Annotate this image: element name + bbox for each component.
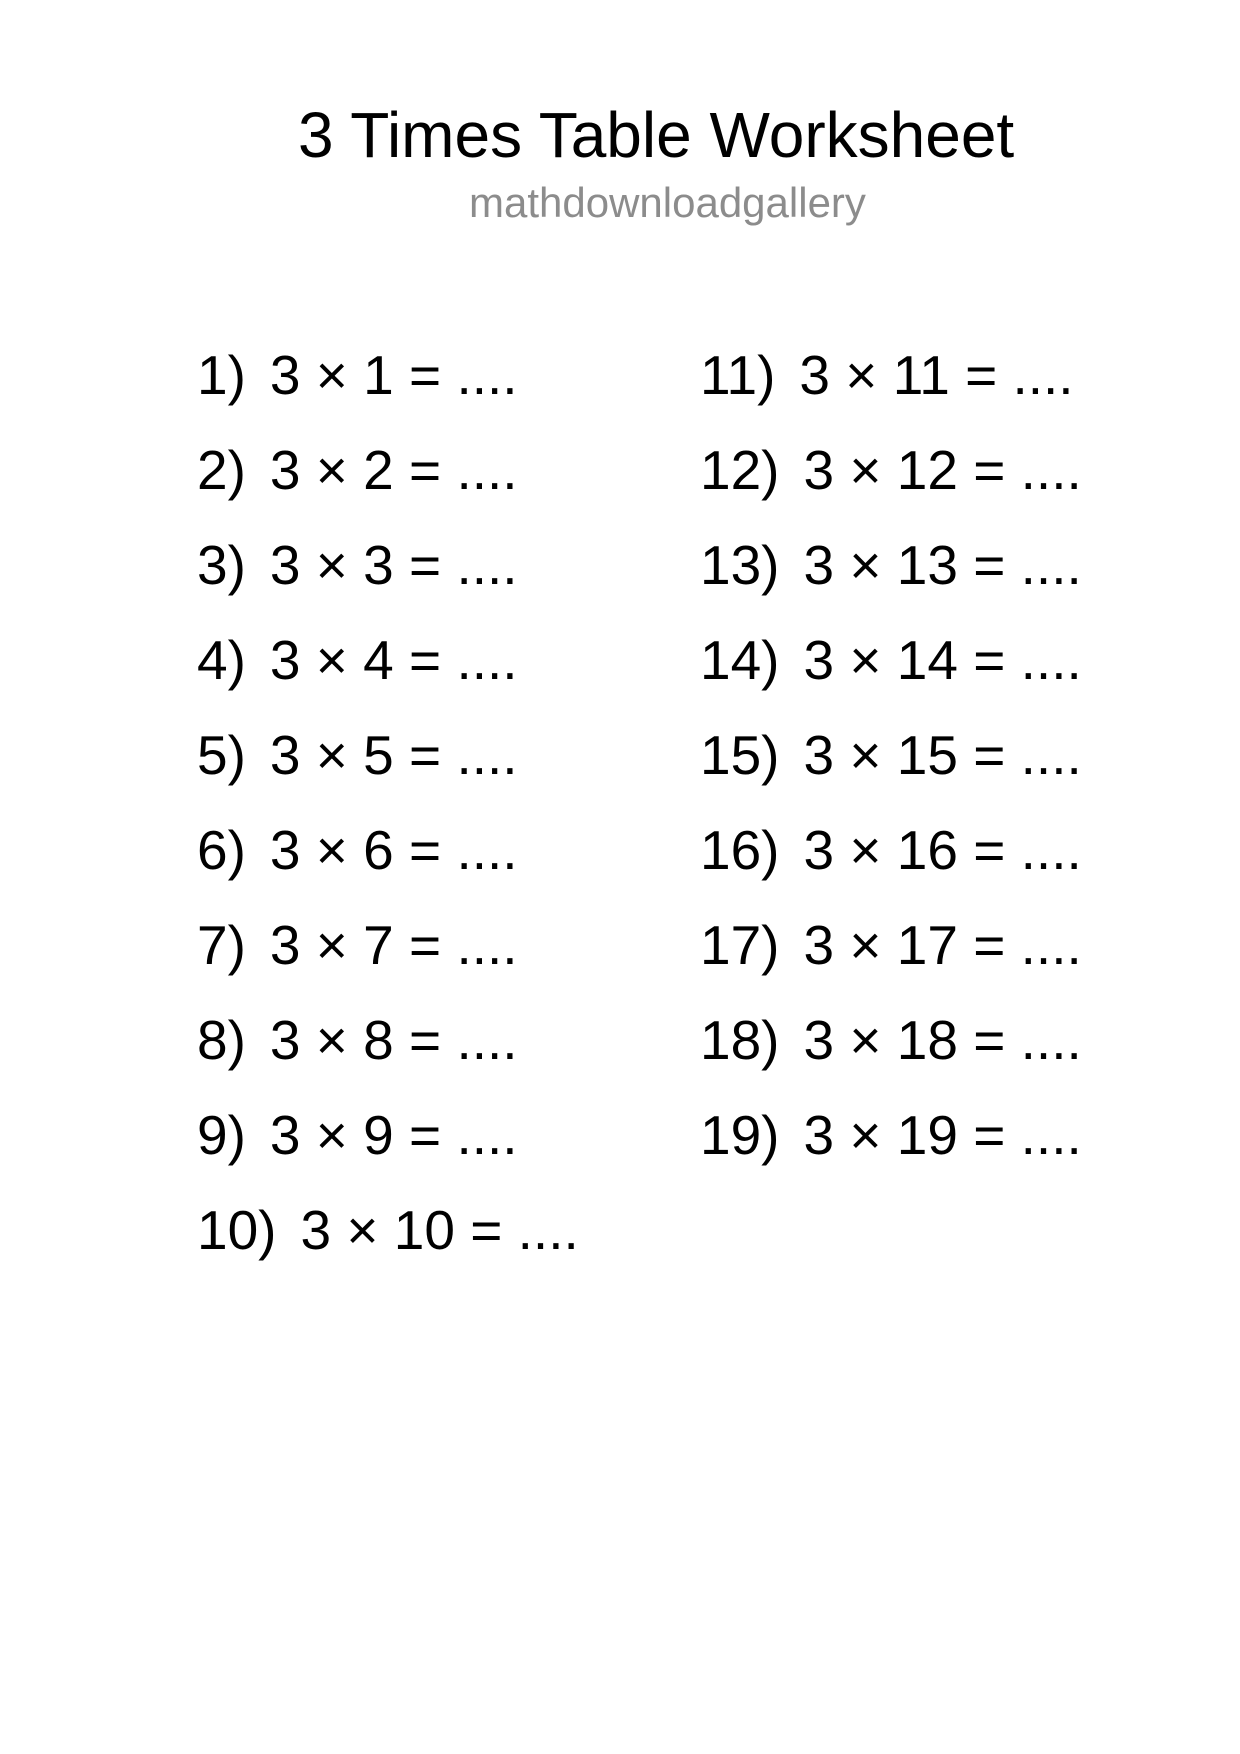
problem-number: 18) bbox=[700, 1009, 780, 1071]
problem-number: 14) bbox=[700, 629, 780, 691]
problem-expression: 3 × 7 = .... bbox=[269, 914, 518, 976]
problem-number: 5) bbox=[197, 724, 246, 786]
problem-row-12 bbox=[700, 439, 1082, 501]
problem-expression: 3 × 5 = .... bbox=[269, 724, 518, 786]
problem-expression: 3 × 4 = .... bbox=[269, 629, 518, 691]
problem-expression: 3 × 2 = .... bbox=[269, 439, 518, 501]
problem-number: 16) bbox=[700, 819, 780, 881]
problem-expression: 3 × 17 = .... bbox=[803, 914, 1082, 976]
problem-row-16 bbox=[700, 819, 1082, 881]
problem-row-2 bbox=[197, 439, 518, 501]
problem-expression: 3 × 18 = .... bbox=[803, 1009, 1082, 1071]
worksheet-title: 3 Times Table Worksheet bbox=[298, 99, 1015, 171]
problem-number: 19) bbox=[700, 1104, 780, 1166]
problem-row-17 bbox=[700, 914, 1082, 976]
problem-row-14 bbox=[700, 629, 1082, 691]
problem-expression: 3 × 13 = .... bbox=[803, 534, 1082, 596]
problem-expression: 3 × 15 = .... bbox=[803, 724, 1082, 786]
problem-expression: 3 × 9 = .... bbox=[269, 1104, 518, 1166]
problem-number: 8) bbox=[197, 1009, 246, 1071]
problem-number: 12) bbox=[700, 439, 780, 501]
problem-expression: 3 × 10 = .... bbox=[300, 1199, 579, 1261]
problem-number: 3) bbox=[197, 534, 246, 596]
problem-expression: 3 × 12 = .... bbox=[803, 439, 1082, 501]
problem-expression: 3 × 6 = .... bbox=[269, 819, 518, 881]
problem-expression: 3 × 14 = .... bbox=[803, 629, 1082, 691]
problem-number: 6) bbox=[197, 819, 246, 881]
problem-row-1 bbox=[197, 344, 518, 406]
problem-expression: 3 × 3 = .... bbox=[269, 534, 518, 596]
problem-row-7 bbox=[197, 914, 518, 976]
problem-number: 2) bbox=[197, 439, 246, 501]
problem-row-6 bbox=[197, 819, 518, 881]
problem-row-8 bbox=[197, 1009, 518, 1071]
brand-watermark: mathdownloadgallery bbox=[469, 179, 866, 226]
problem-row-4 bbox=[197, 629, 518, 691]
problem-expression: 3 × 19 = .... bbox=[803, 1104, 1082, 1166]
problem-number: 11) bbox=[700, 344, 776, 406]
problem-row-13 bbox=[700, 534, 1082, 596]
problem-row-15 bbox=[700, 724, 1082, 786]
problem-number: 4) bbox=[197, 629, 246, 691]
problem-number: 7) bbox=[197, 914, 246, 976]
problem-row-3 bbox=[197, 534, 518, 596]
problem-number: 10) bbox=[197, 1199, 277, 1261]
problem-expression: 3 × 1 = .... bbox=[269, 344, 518, 406]
problem-number: 1) bbox=[197, 344, 246, 406]
problem-number: 15) bbox=[700, 724, 780, 786]
problem-number: 17) bbox=[700, 914, 780, 976]
problem-expression: 3 × 8 = .... bbox=[269, 1009, 518, 1071]
problem-number: 9) bbox=[197, 1104, 246, 1166]
problem-row-5 bbox=[197, 724, 518, 786]
problem-row-10 bbox=[197, 1199, 579, 1261]
problem-row-19 bbox=[700, 1104, 1082, 1166]
problem-expression: 3 × 16 = .... bbox=[803, 819, 1082, 881]
problem-row-18 bbox=[700, 1009, 1082, 1071]
problem-number: 13) bbox=[700, 534, 780, 596]
problem-expression: 3 × 11 = .... bbox=[799, 344, 1074, 406]
problem-row-9 bbox=[197, 1104, 518, 1166]
problem-row-11 bbox=[700, 344, 1074, 406]
